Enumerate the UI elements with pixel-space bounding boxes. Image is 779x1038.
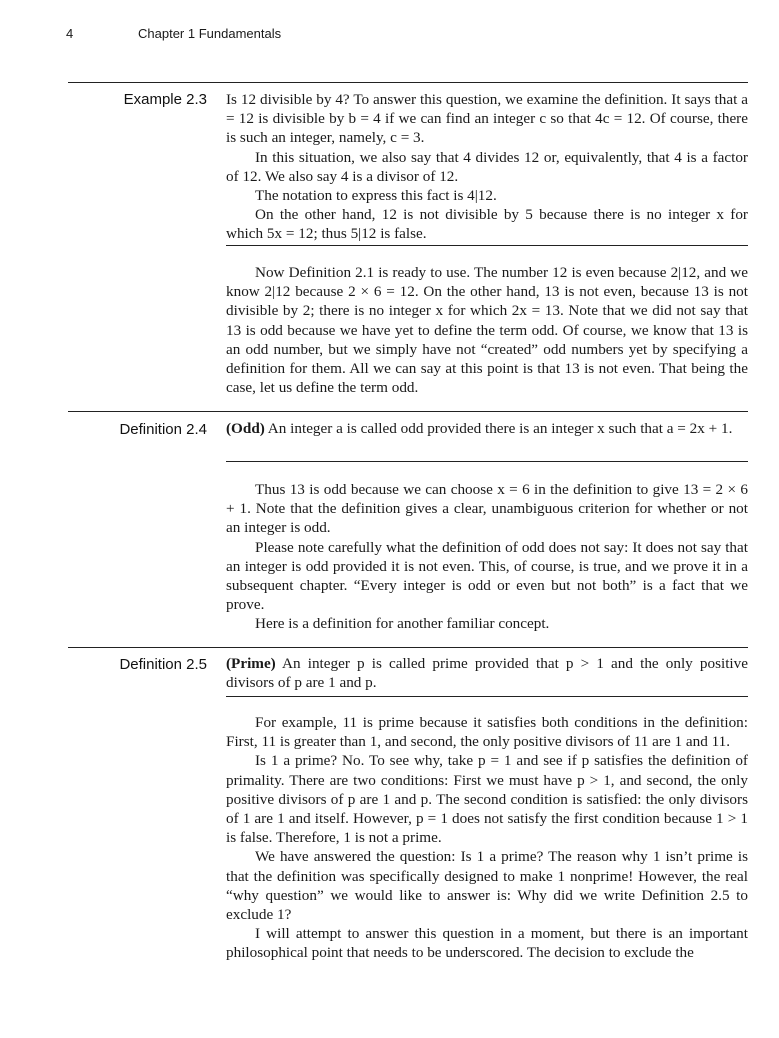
definition-text: [226, 654, 748, 692]
page-header: [0, 26, 779, 46]
paragraph: In this situation, we also say that 4 divides 12 or, equivalently, that 4 is a factor of 12. We also say 4 is a divisor of 12.: [226, 148, 748, 185]
definition-2-5-top-rule: [68, 647, 748, 648]
definition-2-5-bottom-rule: [226, 696, 748, 697]
definition-term: (Prime): [226, 655, 276, 672]
paragraph: Is 12 divisible by 4? To answer this question, we examine the definition. It says that a = 12 is divisible by b = 4 if we can find an integer c so that 4c = 12. Of course, there is such an integer, namely, c = 3.: [226, 91, 748, 147]
example-bottom-rule: [226, 245, 748, 246]
paragraph: For example, 11 is prime because it satisfies both conditions in the definition: First, 11 is greater than 1, and second, the only positive divisors of 11 are 1 and 11.: [226, 714, 748, 751]
paragraph: Here is a definition for another familiar concept.: [255, 615, 550, 633]
chapter-title: Chapter 1 Fundamentals: [138, 26, 282, 41]
section-after-definition-2-5: [226, 713, 748, 963]
example-2-3-body: [226, 90, 748, 244]
definition-2-5-body: [226, 654, 748, 692]
definition-statement: An integer p is called prime provided that p > 1 and the only positive divisors of p are 1 and p.: [226, 655, 748, 692]
definition-2-4-top-rule: [68, 411, 748, 412]
example-top-rule: [68, 82, 748, 83]
paragraph: Is 1 a prime? No. To see why, take p = 1 and see if p satisfies the definition of primality. There are two conditions: First we must have p > 1, and second, the only positive divisors of p are 1 and p. The second condition is satisfied: the only divisors of 1 are 1 and itself. However, p = 1 does not satisfy the first condition because 1 > 1 is false. Therefore, 1 is not a prime.: [226, 752, 748, 847]
paragraph: I will attempt to answer this question in a moment, but there is an important philosophical point that needs to be underscored. The decision to exclude the: [226, 925, 748, 962]
section-after-definition-2-4: [226, 480, 748, 634]
paragraph: Thus 13 is odd because we can choose x = 6 in the definition to give 13 = 2 × 6 + 1. Note that the definition gives a clear, unambiguous criterion for whether or not an integer is odd.: [226, 481, 748, 537]
paragraph: We have answered the question: Is 1 a prime? The reason why 1 isn’t prime is that the definition was specifically designed to make 1 nonprime! However, the real “why question” we would like to answer is: Why did we write Definition 2.5 to exclude 1?: [226, 848, 748, 924]
example-2-3-label: Example 2.3: [123, 91, 207, 108]
definition-2-4-body: [226, 419, 748, 438]
paragraph: The notation to express this fact is 4|12.: [255, 187, 497, 205]
definition-statement: An integer a is called odd provided there is an integer x such that a = 2x + 1.: [267, 420, 733, 437]
page-number: 4: [66, 26, 74, 41]
definition-2-4-label: Definition 2.4: [119, 421, 207, 438]
definition-text: [226, 419, 748, 438]
definition-2-4-bottom-rule: [226, 461, 748, 462]
definition-term: (Odd): [226, 420, 265, 437]
definition-2-5-label: Definition 2.5: [119, 656, 207, 673]
paragraph: Now Definition 2.1 is ready to use. The number 12 is even because 2|12, and we know 2|12 because 2 × 6 = 12. On the other hand, 13 is not even, because 13 is not divisible by 2; there is no integer x for which 2x = 13. Note that we did not say that 13 is odd because we have yet to define the term odd. Of course, we know that 13 is an odd number, but we simply have not “created” odd numbers yet by specifying a definition for them. All we can say at this point is that 13 is not even. That being the case, let us define the term odd.: [226, 264, 748, 397]
paragraph: Please note carefully what the definition of odd does not say: It does not say that an integer is odd provided it is not even. This, of course, is true, and we prove it in a subsequent chapter. “Every integer is odd or even but not both” is a fact that we prove.: [226, 538, 748, 614]
paragraph: On the other hand, 12 is not divisible by 5 because there is no integer x for which 5x = 12; thus 5|12 is false.: [226, 206, 748, 243]
section-after-example: [226, 263, 748, 397]
